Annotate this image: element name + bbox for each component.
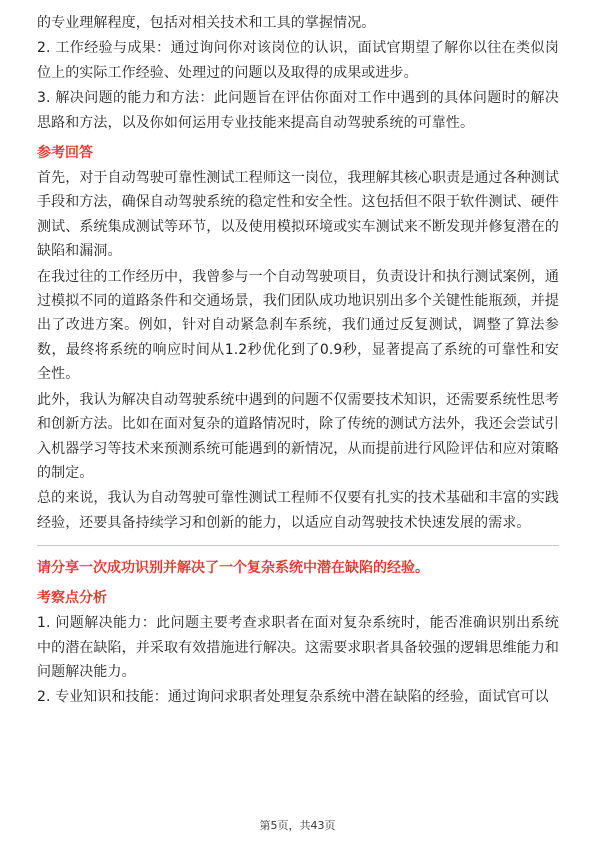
analysis-heading: 考察点分析: [37, 590, 107, 607]
interview-question: 请分享一次成功识别并解决了一个复杂系统中潜在缺陷的经验。: [37, 560, 429, 577]
list-item-work-experience: 2. 工作经验与成果：通过询问你对该岗位的认识，面试官期望了解你以往在类似岗位上的实际工作经验、处理过的问题以及取得的成果或进步。: [37, 40, 559, 81]
reference-paragraph-experience: 在我过往的工作经历中，我曾参与一个自动驾驶项目，负责设计和执行测试案例，通过模拟不同的道路条件和交通场景，我们团队成功地识别出多个关键性能瓶颈，并提出了改进方案。例如，针对自动紧急刹车系统，我们通过反复测试，调整了算法参数，最终将系统的响应时间从1.2秒优化到了0.9秒，显著提高了系统的可靠性和安全性。: [37, 268, 559, 383]
analysis-item-expertise: 2. 专业知识和技能：通过询问求职者处理复杂系统中潜在缺陷的经验，面试官可以: [37, 689, 549, 706]
section-divider: [37, 545, 559, 546]
reference-paragraph-understanding: 首先，对于自动驾驶可靠性测试工程师这一岗位，我理解其核心职责是通过各种测试手段和方法，确保自动驾驶系统的稳定性和安全性。这包括但不限于软件测试、硬件测试、系统集成测试等环节，以及使用模拟环境或实车测试来不断发现并修复潜在的缺陷和漏洞。: [37, 170, 559, 260]
analysis-item-problem-solving: 1. 问题解决能力：此问题主要考查求职者在面对复杂系统时，能否准确识别出系统中的潜在缺陷，并采取有效措施进行解决。这需要求职者具备较强的逻辑思维能力和问题解决能力。: [37, 615, 559, 680]
reference-answer-heading: 参考回答: [37, 145, 93, 162]
page-content: [37, 11, 559, 711]
page-number-footer: 第5页，共43页: [259, 819, 336, 832]
reference-paragraph-methods: 此外，我认为解决自动驾驶系统中遇到的问题不仅需要技术知识，还需要系统性思考和创新方法。比如在面对复杂的道路情况时，除了传统的测试方法外，我还会尝试引入机器学习等技术来预测系统可能遇到的新情况，从而提前进行风险评估和应对策略的制定。: [37, 391, 559, 481]
list-item-problem-solving: 3. 解决问题的能力和方法：此问题旨在评估你面对工作中遇到的具体问题时的解决思路和方法，以及你如何运用专业技能来提高自动驾驶系统的可靠性。: [37, 90, 559, 131]
continued-paragraph: 的专业理解程度，包括对相关技术和工具的掌握情况。: [37, 15, 376, 31]
reference-paragraph-summary: 总的来说，我认为自动驾驶可靠性测试工程师不仅要有扎实的技术基础和丰富的实践经验，还要具备持续学习和创新的能力，以适应自动驾驶技术快速发展的需求。: [37, 490, 559, 531]
